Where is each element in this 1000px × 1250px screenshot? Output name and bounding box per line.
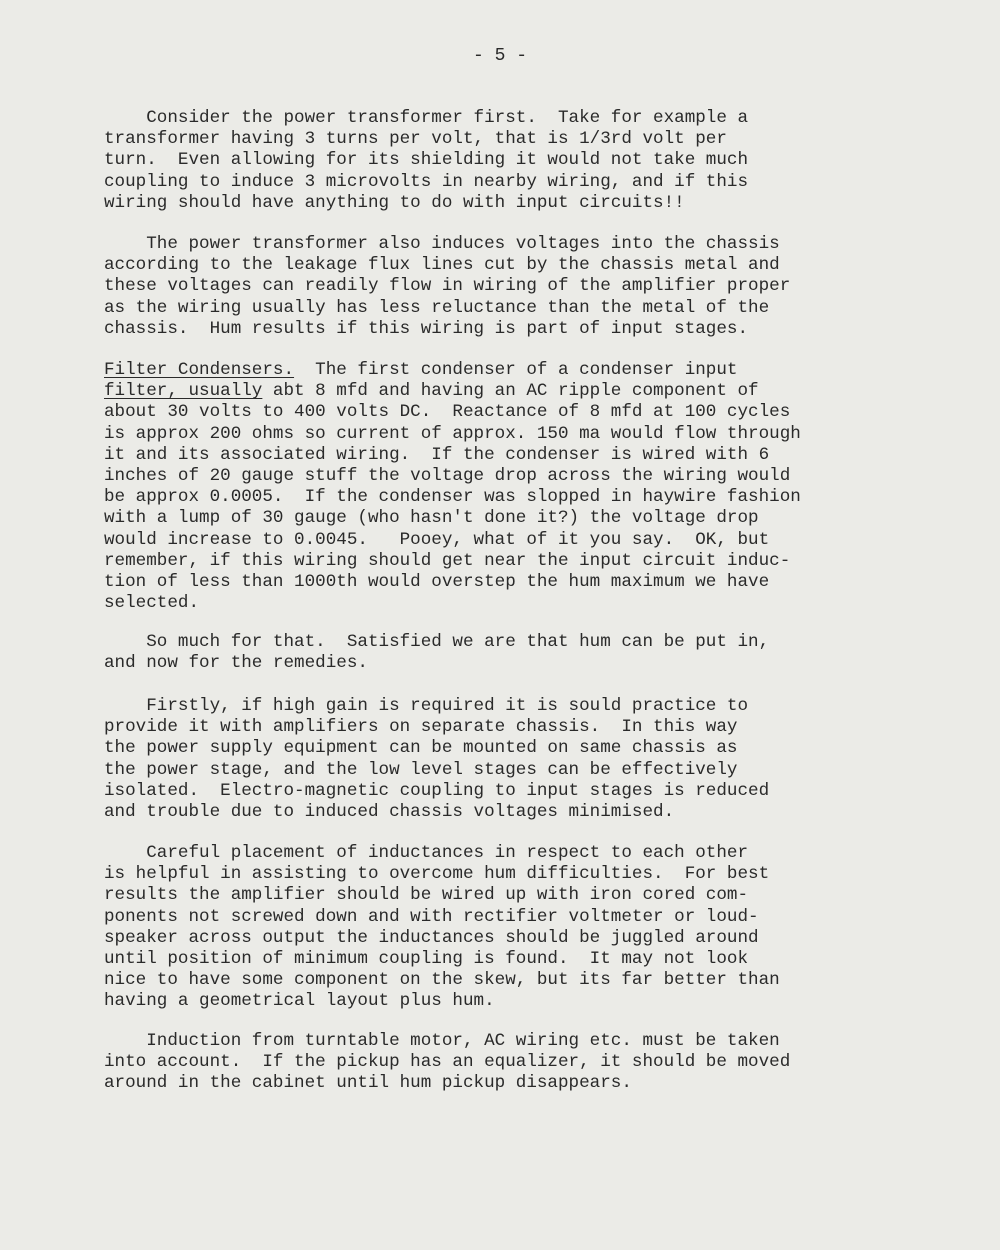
text-line: Consider the power transformer first. Take for example a [104, 108, 749, 128]
text-line: about 30 volts to 400 volts DC. Reactance of 8 mfd at 100 cycles [104, 402, 791, 423]
text-line: is helpful in assisting to overcome hum difficulties. For best [104, 864, 770, 885]
paragraph-power-transformer [104, 108, 748, 214]
text-line: would increase to 0.0045. Pooey, what of it you say. OK, but [104, 529, 770, 550]
text-line: be approx 0.0005. If the condenser was slopped in haywire fashion [104, 487, 801, 508]
text-line: wiring should have anything to do with input circuits!! [104, 192, 685, 213]
text-line: and now for the remedies. [104, 653, 368, 674]
text-line: until position of minimum coupling is found. It may not look [104, 949, 749, 970]
text-line [104, 360, 801, 381]
text-line: turn. Even allowing for its shielding it would not take much [104, 150, 749, 171]
paragraph-firstly [104, 696, 769, 823]
text-line: results the amplifier should be wired up with iron cored com- [104, 885, 749, 906]
paragraph-so-much [104, 632, 769, 674]
text-line: having a geometrical layout plus hum. [104, 991, 495, 1012]
text-line: speaker across output the inductances should be juggled around [104, 927, 759, 948]
text-line: and trouble due to induced chassis voltages minimised. [104, 802, 675, 823]
underlined-phrase: filter, usually [104, 381, 263, 402]
page-number: - 5 - [472, 46, 527, 66]
text-line: Induction from turntable motor, AC wiring etc. must be taken [104, 1031, 780, 1051]
text-line: ponents not screwed down and with rectifier voltmeter or loud- [104, 906, 759, 927]
text-line: Careful placement of inductances in respect to each other [104, 843, 749, 863]
text-line [104, 381, 801, 402]
text-line: remember, if this wiring should get near the input circuit induc- [104, 550, 791, 571]
paragraph-filter-condensers [104, 360, 801, 614]
text-line: as the wiring usually has less reluctance than the metal of the [104, 297, 770, 318]
paragraph-chassis-induction [104, 234, 790, 340]
line-rest: abt 8 mfd and having an AC ripple component of [262, 381, 759, 402]
text-line: selected. [104, 593, 200, 614]
text-line: chassis. Hum results if this wiring is part of input stages. [104, 318, 749, 339]
text-line: inches of 20 gauge stuff the voltage drop across the wiring would [104, 466, 791, 487]
section-heading: Filter Condensers. [104, 360, 295, 380]
text-line: Firstly, if high gain is required it is sould practice to [104, 696, 749, 716]
text-line: coupling to induce 3 microvolts in nearby wiring, and if this [104, 171, 749, 192]
paragraph-induction-turntable [104, 1031, 790, 1095]
text-line: the power supply equipment can be mounted on same chassis as [104, 738, 738, 759]
text-line: these voltages can readily flow in wiring of the amplifier proper [104, 276, 791, 297]
text-line: So much for that. Satisfied we are that hum can be put in, [104, 632, 770, 652]
text-line: nice to have some component on the skew, but its far better than [104, 970, 780, 991]
text-line: with a lump of 30 gauge (who hasn't done it?) the voltage drop [104, 508, 759, 529]
text-line: provide it with amplifiers on separate chassis. In this way [104, 717, 738, 738]
text-line: tion of less than 1000th would overstep the hum maximum we have [104, 572, 770, 593]
text-line: The power transformer also induces voltages into the chassis [104, 234, 780, 254]
heading-line-rest: The first condenser of a condenser input [294, 360, 738, 380]
text-line: around in the cabinet until hum pickup disappears. [104, 1073, 632, 1094]
paragraph-careful-placement [104, 843, 780, 1013]
text-line: it and its associated wiring. If the condenser is wired with 6 [104, 444, 770, 465]
text-line: is approx 200 ohms so current of approx. 150 ma would flow through [104, 423, 801, 444]
text-line: transformer having 3 turns per volt, that is 1/3rd volt per [104, 129, 727, 150]
text-line: according to the leakage flux lines cut by the chassis metal and [104, 255, 780, 276]
text-line: isolated. Electro-magnetic coupling to input stages is reduced [104, 780, 770, 801]
text-line: the power stage, and the low level stages can be effectively [104, 759, 738, 780]
text-line: into account. If the pickup has an equalizer, it should be moved [104, 1052, 791, 1073]
